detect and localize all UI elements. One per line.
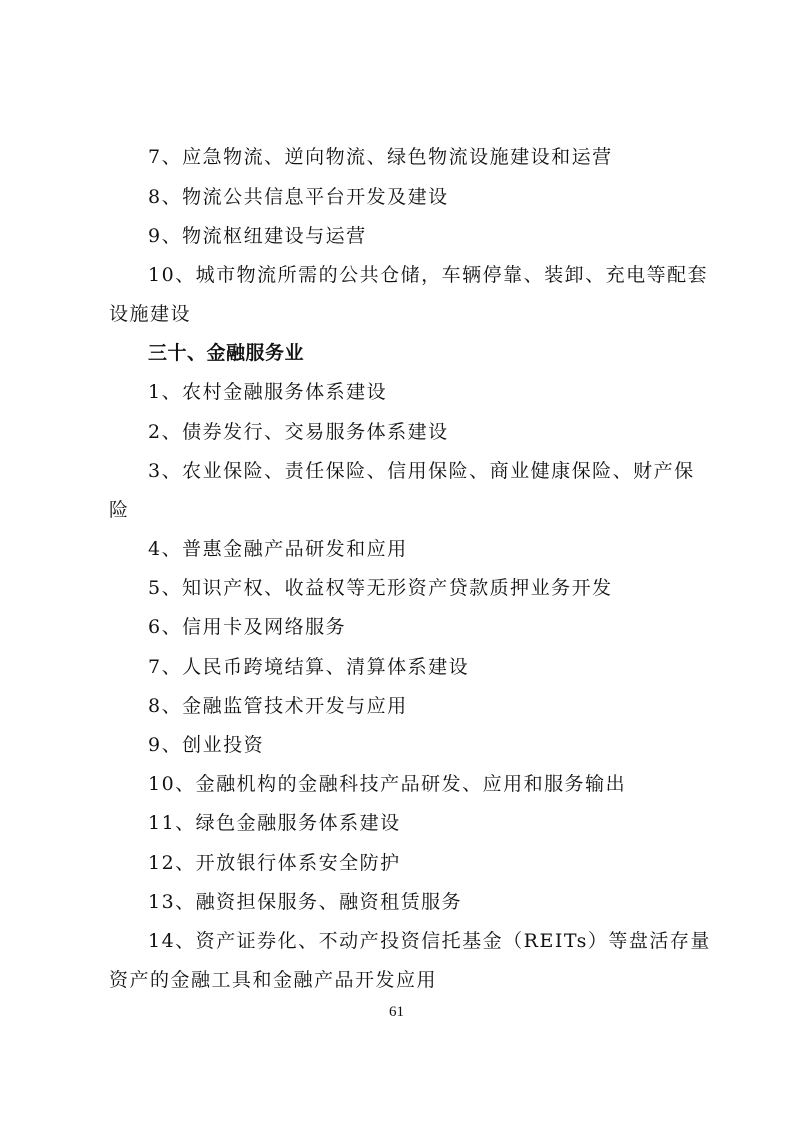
- list-item-finance-12: 12、开放银行体系安全防护: [148, 852, 401, 874]
- list-item-finance-1: 1、农村金融服务体系建设: [148, 381, 388, 403]
- list-item-finance-3: 3、农业保险、责任保险、信用保险、商业健康保险、财产保: [148, 460, 695, 482]
- list-item-finance-5: 5、知识产权、收益权等无形资产贷款质押业务开发: [148, 577, 613, 599]
- list-item-finance-14-continued: 资产的金融工具和金融产品开发应用: [109, 969, 438, 991]
- list-item-finance-4: 4、普惠金融产品研发和应用: [148, 538, 408, 560]
- list-item-logistics-9: 9、物流枢纽建设与运营: [148, 225, 367, 247]
- page-number: 61: [389, 1004, 404, 1020]
- list-item-finance-2: 2、债券发行、交易服务体系建设: [148, 421, 449, 443]
- list-item-finance-13: 13、融资担保服务、融资租赁服务: [148, 891, 463, 913]
- list-item-finance-6: 6、信用卡及网络服务: [148, 616, 347, 638]
- list-item-finance-11: 11、绿色金融服务体系建设: [148, 812, 401, 834]
- list-item-logistics-8: 8、物流公共信息平台开发及建设: [148, 186, 449, 208]
- list-item-finance-3-continued: 险: [109, 499, 130, 521]
- section-heading: 三十、金融服务业: [148, 342, 305, 364]
- list-item-finance-9: 9、创业投资: [148, 734, 265, 756]
- list-item-logistics-7: 7、应急物流、逆向物流、绿色物流设施建设和运营: [148, 146, 613, 168]
- list-item-finance-10: 10、金融机构的金融科技产品研发、应用和服务输出: [148, 773, 627, 795]
- list-item-logistics-10-continued: 设施建设: [109, 303, 192, 325]
- list-item-finance-8: 8、金融监管技术开发与应用: [148, 695, 408, 717]
- list-item-logistics-10: 10、城市物流所需的公共仓储，车辆停靠、装卸、充电等配套: [148, 264, 709, 286]
- list-item-finance-7: 7、人民币跨境结算、清算体系建设: [148, 656, 470, 678]
- list-item-finance-14: 14、资产证券化、不动产投资信托基金（REITs）等盘活存量: [148, 930, 711, 952]
